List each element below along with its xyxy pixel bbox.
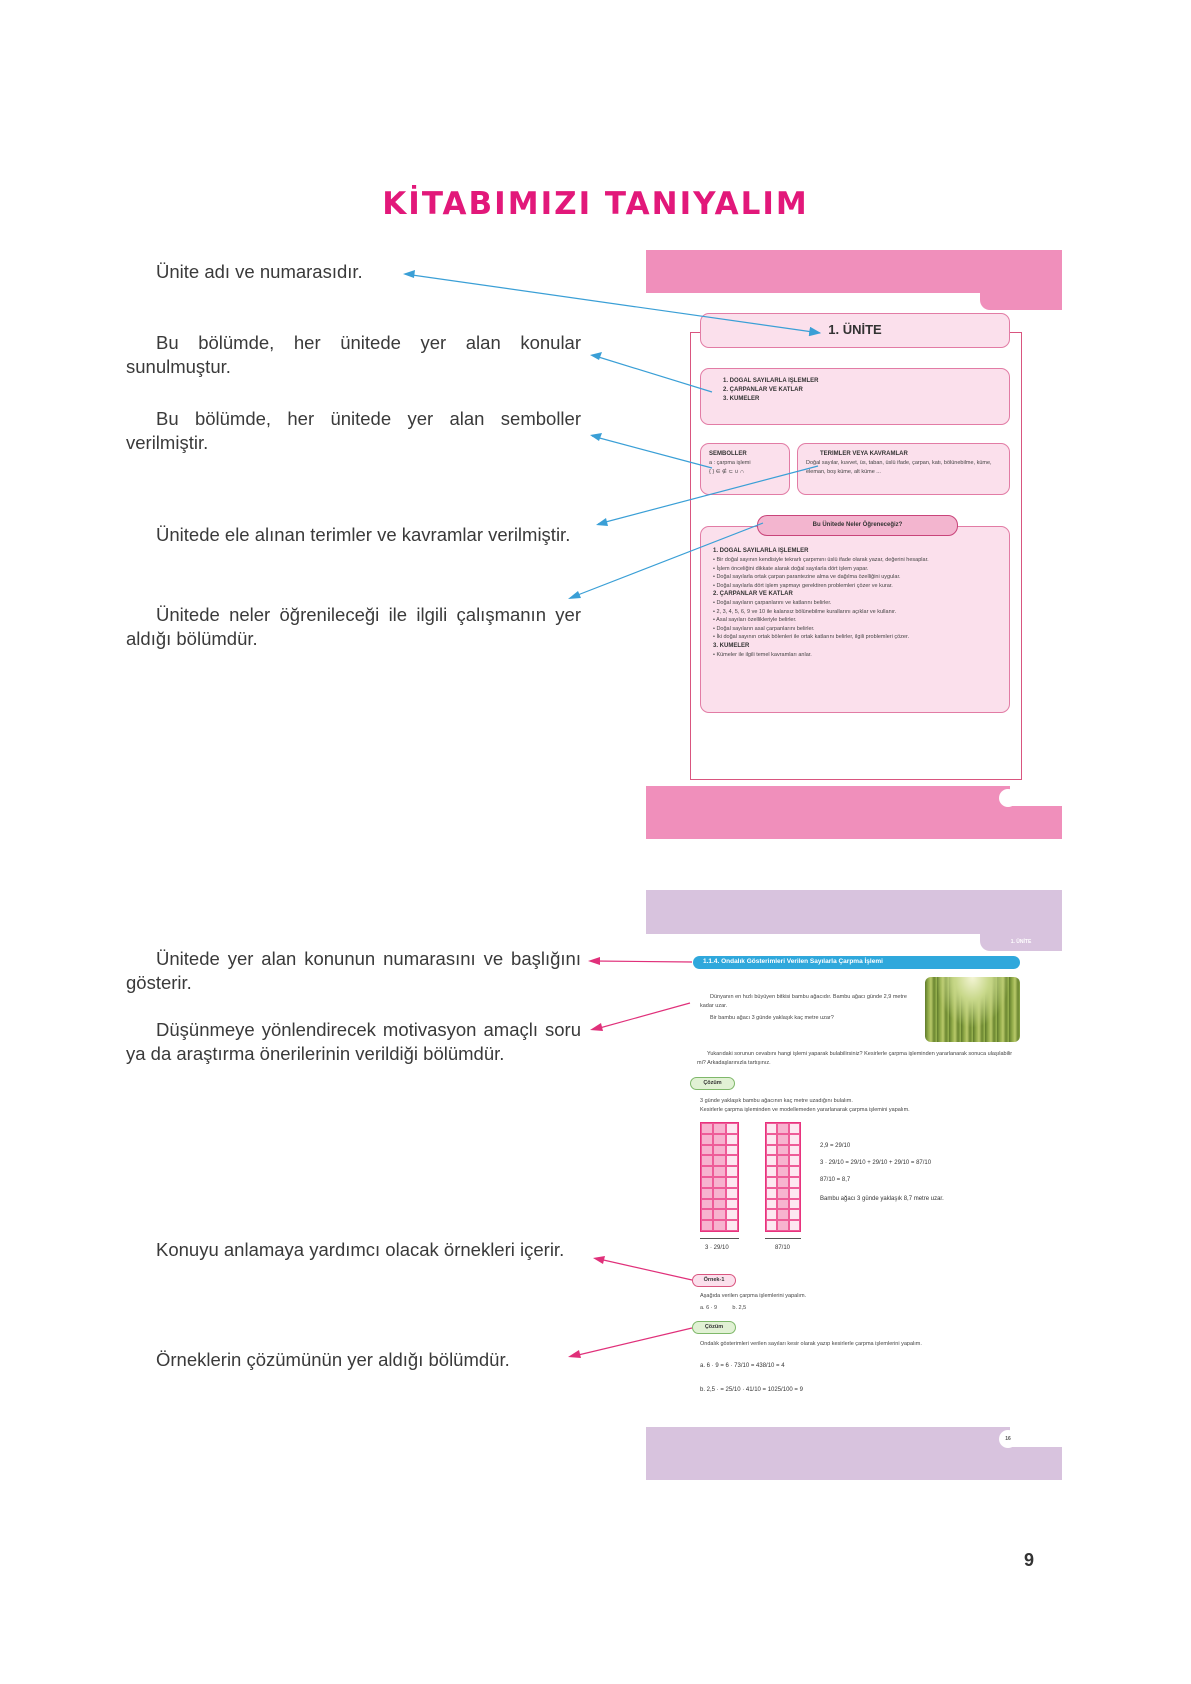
grid-cell xyxy=(713,1199,725,1210)
grid-cell xyxy=(701,1188,713,1199)
unit-topics-box xyxy=(700,368,1010,425)
learning-item: • Kümeler ile ilgili temel kavramları anlar. xyxy=(713,651,812,658)
grid-cell xyxy=(726,1134,738,1145)
grid-cell xyxy=(726,1145,738,1156)
grid-cell xyxy=(701,1166,713,1177)
label-unit-learning: Ünitede neler öğrenileceği ile ilgili çalışmanın yer aldığı bölümdür. xyxy=(126,604,581,649)
math-line: 3 · 29/10 = 29/10 + 29/10 + 29/10 = 87/10 xyxy=(820,1160,932,1166)
label-topic-title: Ünitede yer alan konunun numarasını ve başlığını gösterir. xyxy=(126,948,581,993)
learning-item: • Asal sayıları özellikleriyle belirler. xyxy=(713,617,797,623)
learning-item: • Doğal sayılarla dört işlem yapmayı gerektiren problemleri çözer ve kurar. xyxy=(713,582,893,589)
grid-cell xyxy=(701,1145,713,1156)
learning-item: • İşlem önceliğini dikkate alarak doğal sayılarla dört işlem yapar. xyxy=(713,565,869,572)
example-solution-label: Çözüm xyxy=(692,1321,736,1334)
grid-cell xyxy=(713,1177,725,1188)
learning-item: • 2, 3, 4, 5, 6, 9 ve 10 ile kalansız bölünebilme kurallarını açıklar ve kullanır. xyxy=(713,608,897,615)
grid-cell xyxy=(777,1123,788,1134)
label-motivation: Düşünmeye yönlendirecek motivasyon amaçlı soru ya da araştırma önerilerinin verildiği bölümdür. xyxy=(126,1019,581,1064)
pink-arrows xyxy=(574,961,692,1356)
grid-cell xyxy=(701,1199,713,1210)
learning-item: 2. ÇARPANLAR VE KATLAR xyxy=(713,591,793,597)
learning-item: 3. KÜMELER xyxy=(713,642,750,649)
label-examples: Konuyu anlamaya yardımcı olacak örnekleri içerir. xyxy=(156,1239,565,1260)
label-unit-terms: Ünitede ele alınan terimler ve kavramlar verilmiştir. xyxy=(156,524,571,545)
grid-cell xyxy=(766,1177,777,1188)
grid-cell xyxy=(766,1155,777,1166)
example-label: Örnek-1 xyxy=(692,1274,736,1287)
label-example-solution: Örneklerin çözümünün yer aldığı bölümdür. xyxy=(156,1349,510,1370)
grid-cell xyxy=(766,1134,777,1145)
grid-cell xyxy=(777,1209,788,1220)
intro-text: Yukarıdaki sorunun cevabını hangi işlemi yaparak bulabilirsiniz? Kesirlerle çarpma işleminden yararlanarak sonuca ulaşılabilir mi? Arkadaşlarınızla tartışınız. xyxy=(697,1051,1013,1066)
page-title: KİTABIMIZI TANIYALIM xyxy=(382,186,809,222)
topic-title-bar: 1.1.4. Ondalık Gösterimleri Verilen Sayılarla Çarpma İşlemi xyxy=(693,956,1020,969)
grid-cell xyxy=(701,1155,713,1166)
solution-line: 3 günde yaklaşık bambu ağacının kaç metre uzadığını bulalım. xyxy=(700,1098,853,1104)
unit-tab: 1. ÜNİTE xyxy=(980,933,1062,951)
grid-cell xyxy=(701,1177,713,1188)
grid-cell xyxy=(766,1145,777,1156)
symbols-line: { } ∈ ∉ ⊂ ∪ ∩ xyxy=(709,468,745,475)
label-unit-symbols: Bu bölümde, her ünitede yer alan semboller verilmiştir. xyxy=(126,408,581,453)
terms-heading: TERİMLER VEYA KAVRAMLAR xyxy=(820,451,908,457)
grid-cell xyxy=(789,1209,800,1220)
topic-item: 2. ÇARPANLAR VE KATLAR xyxy=(723,387,803,393)
solution-label: Çözüm xyxy=(690,1077,735,1090)
grid-caption: 3 · 29/10 xyxy=(705,1245,729,1251)
math-line: 2,9 = 29/10 xyxy=(820,1143,851,1149)
example-line: a. 6 · 9 b. 2,5 xyxy=(700,1305,747,1311)
grid-cell xyxy=(777,1188,788,1199)
decimal-grid-model xyxy=(700,1122,739,1232)
symbols-box xyxy=(700,443,790,495)
symbols-line: a : çarpma işlemi xyxy=(709,460,751,466)
page-number: 9 xyxy=(1024,1550,1035,1570)
math-line: 87/10 = 8,7 xyxy=(820,1177,851,1183)
learning-box xyxy=(700,526,1010,713)
grid-cell xyxy=(789,1188,800,1199)
grid-cell xyxy=(777,1166,788,1177)
grid-cell xyxy=(766,1209,777,1220)
unit-title: 1. ÜNİTE xyxy=(828,322,882,337)
motivation-text: Dünyanın en hızlı büyüyen bitkisi bambu ağacıdır. Bambu ağacı günde 2,9 metre kadar uzar. xyxy=(700,994,907,1009)
grid-caption: 87/10 xyxy=(775,1245,791,1251)
grid-cell xyxy=(701,1134,713,1145)
unit-title-box xyxy=(700,313,1010,348)
grid-cell xyxy=(726,1199,738,1210)
grid-cell xyxy=(701,1209,713,1220)
learning-item: • Doğal sayıların asal çarpanlarını belirler. xyxy=(713,625,815,632)
grid-cell xyxy=(701,1123,713,1134)
grid-cell xyxy=(713,1209,725,1220)
symbols-heading: SEMBOLLER xyxy=(709,451,747,457)
grid-cell xyxy=(766,1166,777,1177)
grid-cell xyxy=(789,1166,800,1177)
terms-text: Doğal sayılar, kuvvet, üs, taban, üslü ifade, çarpan, katı, bölünebilme, küme, eleman, boş küme, alt küme ... xyxy=(806,460,992,475)
grid-cell xyxy=(701,1220,713,1231)
grid-cell xyxy=(726,1123,738,1134)
grid-cell xyxy=(713,1134,725,1145)
grid-cell xyxy=(713,1145,725,1156)
grid-underline xyxy=(765,1238,801,1239)
motivation-question: Bir bambu ağacı 3 günde yaklaşık kaç metre uzar? xyxy=(710,1015,834,1021)
grid-cell xyxy=(789,1177,800,1188)
grid-cell xyxy=(726,1209,738,1220)
grid-cell xyxy=(726,1166,738,1177)
grid-cell xyxy=(789,1220,800,1231)
label-unit-topics: Bu bölümde, her ünitede yer alan konular sunulmuştur. xyxy=(126,332,581,377)
grid-cell xyxy=(726,1188,738,1199)
unit-page-number-circle xyxy=(999,789,1017,807)
example-solution-math: b. 2,5 · = 25/10 · 41/10 = 1025/100 = 9 xyxy=(700,1387,803,1393)
topic-item: 1. DOĞAL SAYILARLA İŞLEMLER xyxy=(723,378,819,384)
topic-top-band xyxy=(646,890,1062,934)
unit-bottom-band-notch xyxy=(1010,786,1062,806)
grid-cell xyxy=(789,1134,800,1145)
grid-cell xyxy=(726,1177,738,1188)
grid-cell xyxy=(713,1155,725,1166)
grid-cell xyxy=(713,1166,725,1177)
bamboo-image xyxy=(925,977,1020,1042)
example-solution-line: Ondalık gösterimleri verilen sayıları kesir olarak yazıp kesirlerle çarpma işlemlerini yapalım. xyxy=(700,1341,922,1347)
grid-cell xyxy=(789,1123,800,1134)
grid-cell xyxy=(789,1145,800,1156)
decimal-grid-model xyxy=(765,1122,801,1232)
grid-underline xyxy=(700,1238,739,1239)
learning-item: • Doğal sayılarla ortak çarpan parantezine alma ve dağılma özelliğini uygular. xyxy=(713,574,901,580)
grid-cell xyxy=(777,1134,788,1145)
learning-item: • Doğal sayıların çarpanlarını ve katlarını belirler. xyxy=(713,600,832,606)
unit-top-band-tab xyxy=(980,292,1062,310)
unit-top-band xyxy=(646,250,1062,293)
grid-cell xyxy=(766,1220,777,1231)
learning-item: • Bir doğal sayının kendisiyle tekrarlı çarpımını üslü ifade olarak yazar, değerini hesaplar. xyxy=(713,557,929,563)
grid-cell xyxy=(777,1177,788,1188)
example-line: Aşağıda verilen çarpma işlemlerini yapalım. xyxy=(700,1293,807,1299)
grid-cell xyxy=(726,1220,738,1231)
learning-item: • İki doğal sayının ortak bölenleri ile ortak katlarını belirler, ilgili problemleri çözer. xyxy=(713,634,910,640)
topic-item: 3. KÜMELER xyxy=(723,396,760,402)
grid-cell xyxy=(713,1188,725,1199)
grid-cell xyxy=(777,1155,788,1166)
grid-cell xyxy=(713,1220,725,1231)
example-solution-math: a. 6 · 9 = 6 · 73/10 = 438/10 = 4 xyxy=(700,1363,785,1369)
grid-cell xyxy=(777,1220,788,1231)
grid-cell xyxy=(789,1155,800,1166)
solution-line: Kesirlerle çarpma işleminden ve modellemeden yararlanarak çarpma işlemini yapalım. xyxy=(700,1107,910,1113)
topic-page-number-circle: 16 xyxy=(999,1430,1017,1448)
grid-cell xyxy=(777,1145,788,1156)
learning-heading-pill: Bu Ünitede Neler Öğreneceğiz? xyxy=(757,515,958,536)
topic-bottom-band-notch xyxy=(1010,1427,1062,1447)
grid-cell xyxy=(726,1155,738,1166)
grid-cell xyxy=(777,1199,788,1210)
grid-cell xyxy=(766,1188,777,1199)
grid-cell xyxy=(766,1123,777,1134)
grid-cell xyxy=(766,1199,777,1210)
grid-cell xyxy=(789,1199,800,1210)
label-unit-name: Ünite adı ve numarasıdır. xyxy=(156,261,363,282)
math-line: Bambu ağacı 3 günde yaklaşık 8,7 metre uzar. xyxy=(820,1196,944,1202)
terms-box xyxy=(797,443,1010,495)
grid-cell xyxy=(713,1123,725,1134)
learning-item: 1. DOĞAL SAYILARLA İŞLEMLER xyxy=(713,548,809,554)
